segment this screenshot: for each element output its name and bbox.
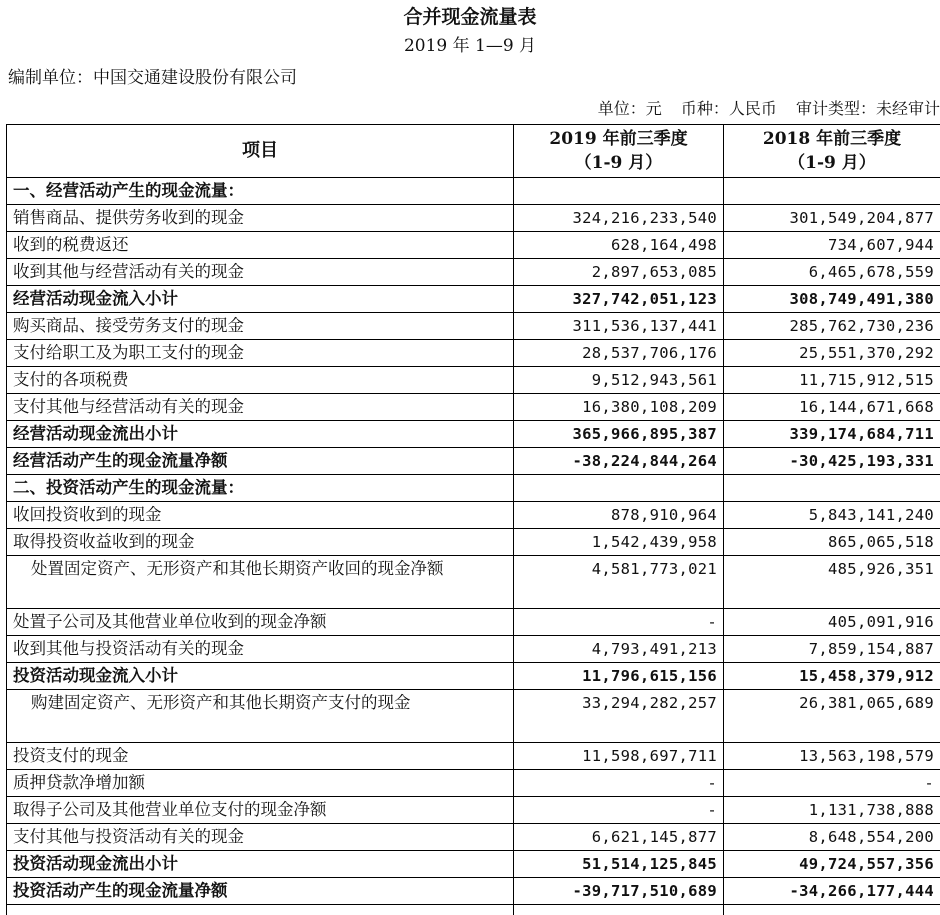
value-2018 <box>724 178 940 205</box>
value-2019: 33,294,282,257 <box>514 690 724 743</box>
row-label: 支付其他与投资活动有关的现金 <box>7 824 514 851</box>
value-2018: 16,144,671,668 <box>724 394 940 421</box>
unit-line <box>420 97 940 121</box>
subtotal-row <box>7 663 940 690</box>
value-2019: 28,537,706,176 <box>514 340 724 367</box>
column-header-2019 <box>514 125 724 178</box>
table-row <box>7 529 940 556</box>
table-row <box>7 556 940 609</box>
audit-type-label: 审计类型：未经审计 <box>796 99 940 118</box>
cash-flow-table <box>6 124 940 915</box>
value-2019: 4,793,491,213 <box>514 636 724 663</box>
table-row <box>7 797 940 824</box>
row-label: 经营活动现金流入小计 <box>7 286 514 313</box>
subtotal-row <box>7 286 940 313</box>
table-row <box>7 609 940 636</box>
table-row <box>7 502 940 529</box>
value-2019: 11,598,697,711 <box>514 743 724 770</box>
cut-off-cell <box>724 905 940 915</box>
row-label: 收回投资收到的现金 <box>7 502 514 529</box>
column-header-item: 项目 <box>7 125 514 178</box>
row-label: 投资活动现金流入小计 <box>7 663 514 690</box>
value-2018: - <box>724 770 940 797</box>
row-label: 销售商品、提供劳务收到的现金 <box>7 205 514 232</box>
value-2018: 13,563,198,579 <box>724 743 940 770</box>
row-label: 处置子公司及其他营业单位收到的现金净额 <box>7 609 514 636</box>
value-2018: 1,131,738,888 <box>724 797 940 824</box>
column-header-2019-line1: 2019 年前三季度 <box>514 127 723 151</box>
value-2019: -39,717,510,689 <box>514 878 724 905</box>
cut-off-cell <box>514 905 724 915</box>
value-2018: 5,843,141,240 <box>724 502 940 529</box>
section-row-investing <box>7 475 940 502</box>
value-2019: -38,224,844,264 <box>514 448 724 475</box>
currency-label: 币种：人民币 <box>681 99 777 118</box>
table-row <box>7 394 940 421</box>
row-label: 一、经营活动产生的现金流量： <box>7 178 514 205</box>
value-2019: 4,581,773,021 <box>514 556 724 609</box>
row-label: 投资支付的现金 <box>7 743 514 770</box>
report-period: 2019 年 1—9 月 <box>0 34 940 58</box>
table-header-row <box>7 125 940 178</box>
value-2019: 1,542,439,958 <box>514 529 724 556</box>
value-2018: 865,065,518 <box>724 529 940 556</box>
row-label: 经营活动现金流出小计 <box>7 421 514 448</box>
row-label: 支付的各项税费 <box>7 367 514 394</box>
value-2019: - <box>514 609 724 636</box>
row-label: 购建固定资产、无形资产和其他长期资产支付的现金 <box>7 690 514 743</box>
value-2018: 11,715,912,515 <box>724 367 940 394</box>
unit-label: 单位：元 <box>598 99 662 118</box>
subtotal-row <box>7 851 940 878</box>
report-title: 合并现金流量表 <box>0 4 940 30</box>
value-2019: 2,897,653,085 <box>514 259 724 286</box>
row-label: 投资活动现金流出小计 <box>7 851 514 878</box>
cut-off-cell <box>7 905 514 915</box>
column-header-2018-line1: 2018 年前三季度 <box>724 127 940 151</box>
value-2019: 9,512,943,561 <box>514 367 724 394</box>
table-row <box>7 743 940 770</box>
table-row <box>7 636 940 663</box>
table-row <box>7 259 940 286</box>
cut-off-row <box>7 905 940 915</box>
value-2019: 327,742,051,123 <box>514 286 724 313</box>
value-2019: 324,216,233,540 <box>514 205 724 232</box>
value-2019: 628,164,498 <box>514 232 724 259</box>
value-2019: 365,966,895,387 <box>514 421 724 448</box>
row-label: 处置固定资产、无形资产和其他长期资产收回的现金净额 <box>7 556 514 609</box>
row-label: 取得投资收益收到的现金 <box>7 529 514 556</box>
subtotal-row <box>7 421 940 448</box>
row-label: 收到其他与经营活动有关的现金 <box>7 259 514 286</box>
table-row <box>7 690 940 743</box>
column-header-2018-line2: （1-9 月） <box>724 151 940 175</box>
table-row <box>7 367 940 394</box>
value-2018: 15,458,379,912 <box>724 663 940 690</box>
value-2018: 6,465,678,559 <box>724 259 940 286</box>
value-2018: 339,174,684,711 <box>724 421 940 448</box>
row-label: 取得子公司及其他营业单位支付的现金净额 <box>7 797 514 824</box>
row-label: 二、投资活动产生的现金流量： <box>7 475 514 502</box>
compiling-entity: 编制单位：中国交通建设股份有限公司 <box>8 66 297 90</box>
value-2019: - <box>514 797 724 824</box>
value-2018: 405,091,916 <box>724 609 940 636</box>
table-row <box>7 313 940 340</box>
value-2018: 49,724,557,356 <box>724 851 940 878</box>
value-2018: -30,425,193,331 <box>724 448 940 475</box>
table-row <box>7 770 940 797</box>
value-2019: 6,621,145,877 <box>514 824 724 851</box>
value-2019: 311,536,137,441 <box>514 313 724 340</box>
value-2018: -34,266,177,444 <box>724 878 940 905</box>
table-row <box>7 340 940 367</box>
value-2018: 25,551,370,292 <box>724 340 940 367</box>
value-2019: 11,796,615,156 <box>514 663 724 690</box>
table-row <box>7 205 940 232</box>
table-row <box>7 232 940 259</box>
row-label: 经营活动产生的现金流量净额 <box>7 448 514 475</box>
value-2019: 878,910,964 <box>514 502 724 529</box>
row-label: 投资活动产生的现金流量净额 <box>7 878 514 905</box>
row-label: 收到的税费返还 <box>7 232 514 259</box>
value-2018: 8,648,554,200 <box>724 824 940 851</box>
column-header-2019-line2: （1-9 月） <box>514 151 723 175</box>
value-2018: 26,381,065,689 <box>724 690 940 743</box>
row-label: 收到其他与投资活动有关的现金 <box>7 636 514 663</box>
value-2018: 734,607,944 <box>724 232 940 259</box>
value-2018: 308,749,491,380 <box>724 286 940 313</box>
value-2019 <box>514 178 724 205</box>
row-label: 支付给职工及为职工支付的现金 <box>7 340 514 367</box>
section-row-operating <box>7 178 940 205</box>
value-2019: - <box>514 770 724 797</box>
value-2019 <box>514 475 724 502</box>
table-row <box>7 824 940 851</box>
net-cash-flow-row <box>7 448 940 475</box>
value-2019: 51,514,125,845 <box>514 851 724 878</box>
value-2018: 485,926,351 <box>724 556 940 609</box>
row-label: 购买商品、接受劳务支付的现金 <box>7 313 514 340</box>
row-label: 质押贷款净增加额 <box>7 770 514 797</box>
value-2019: 16,380,108,209 <box>514 394 724 421</box>
value-2018: 301,549,204,877 <box>724 205 940 232</box>
net-cash-flow-row <box>7 878 940 905</box>
row-label: 支付其他与经营活动有关的现金 <box>7 394 514 421</box>
value-2018: 7,859,154,887 <box>724 636 940 663</box>
value-2018 <box>724 475 940 502</box>
column-header-2018 <box>724 125 940 178</box>
value-2018: 285,762,730,236 <box>724 313 940 340</box>
